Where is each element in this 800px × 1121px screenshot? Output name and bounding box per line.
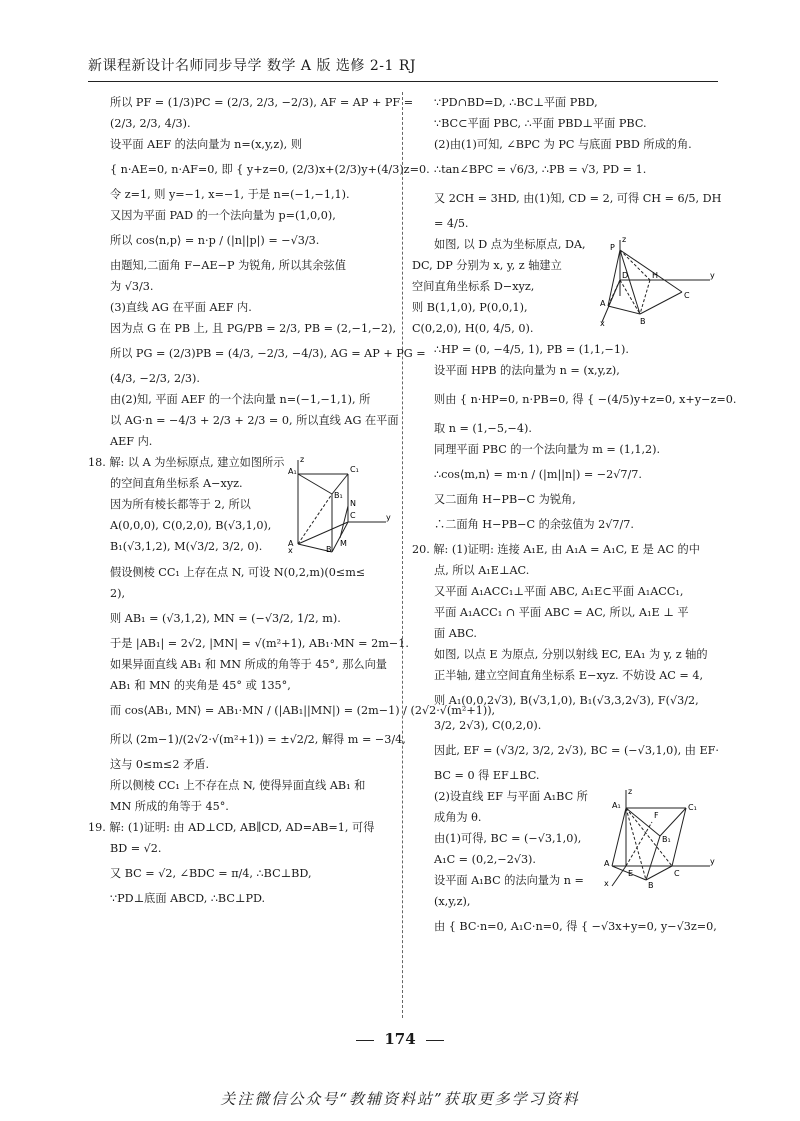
text-line: ∴cos⟨m,n⟩ = m·n / (|m||n|) = −2√7/7. bbox=[434, 468, 642, 481]
figure-label: H bbox=[652, 271, 659, 280]
text-line: ∵PD⊥底面 ABCD, ∴BC⊥PD. bbox=[110, 892, 266, 905]
page-number-dash bbox=[426, 1040, 444, 1041]
text-line: 2), bbox=[110, 587, 126, 600]
text-line: ∴二面角 H−PB−C 的余弦值为 2√7/7. bbox=[434, 518, 634, 531]
text-line: 因此, EF = (√3/2, 3/2, 2√3), BC = (−√3,1,0), 由 EF· bbox=[434, 744, 719, 757]
text-line: 由(2)知, 平面 AEF 的一个法向量 n=(−1,−1,1), 所 bbox=[110, 393, 371, 406]
text-line: 所以 (2m−1)/(2√2·√(m²+1)) = ±√2/2, 解得 m = −3/4, bbox=[110, 733, 406, 746]
figure-label: B bbox=[640, 317, 646, 326]
page-number-value: 174 bbox=[384, 1030, 416, 1048]
text-line: 又 BC = √2, ∠BDC = π/4, ∴BC⊥BD, bbox=[110, 867, 312, 880]
text-line: 则由 { n·HP=0, n·PB=0, 得 { −(4/5)y+z=0, x+y−z=0. bbox=[434, 393, 737, 406]
figure-label: A₁ bbox=[288, 467, 297, 476]
figure-label: B bbox=[326, 545, 332, 554]
text-line: B₁(√3,1,2), M(√3/2, 3/2, 0). bbox=[110, 540, 263, 553]
figure-label: B₁ bbox=[662, 835, 671, 844]
text-line: BD = √2. bbox=[110, 842, 162, 855]
text-line: 18. 解: 以 A 为坐标原点, 建立如图所示 bbox=[88, 456, 285, 469]
text-line: 因为点 G 在 PB 上, 且 PG/PB = 2/3, PB = (2,−1,−2), bbox=[110, 322, 397, 335]
text-line: DC, DP 分别为 x, y, z 轴建立 bbox=[412, 259, 562, 272]
text-line: 则 A₁(0,0,2√3), B(√3,1,0), B₁(√3,3,2√3), F(√3/2, bbox=[434, 694, 699, 707]
figure-label: C₁ bbox=[688, 803, 697, 812]
figure-label: y bbox=[386, 513, 391, 522]
figure-label: C₁ bbox=[350, 465, 359, 474]
text-line: (x,y,z), bbox=[434, 895, 471, 908]
text-line: 则 B(1,1,0), P(0,0,1), bbox=[412, 301, 528, 314]
text-line: 点, 所以 A₁E⊥AC. bbox=[434, 564, 530, 577]
text-line: 假设侧棱 CC₁ 上存在点 N, 可设 N(0,2,m)(0≤m≤ bbox=[110, 566, 366, 579]
figure-label: A bbox=[600, 299, 606, 308]
figure-label: z bbox=[300, 455, 305, 464]
text-line: ∴HP = (0, −4/5, 1), PB = (1,1,−1). bbox=[434, 343, 629, 356]
prism-diagram-18 bbox=[286, 454, 394, 554]
text-line: A₁C = (0,2,−2√3). bbox=[434, 853, 536, 866]
text-line: 19. 解: (1)证明: 由 AD⊥CD, AB∥CD, AD=AB=1, 可得 bbox=[88, 821, 375, 834]
figure-label: C bbox=[684, 291, 690, 300]
text-line: 如果异面直线 AB₁ 和 MN 所成的角等于 45°, 那么向量 bbox=[110, 658, 387, 671]
text-line: 如图, 以点 E 为原点, 分别以射线 EC, EA₁ 为 y, z 轴的 bbox=[434, 648, 708, 661]
text-line: 又平面 A₁ACC₁⊥平面 ABC, A₁E⊂平面 A₁ACC₁, bbox=[434, 585, 684, 598]
text-line: 所以 PG = (2/3)PB = (4/3, −2/3, −4/3), AG = AP + PG = bbox=[110, 347, 426, 360]
text-line: 又 2CH = 3HD, 由(1)知, CD = 2, 可得 CH = 6/5, DH bbox=[434, 192, 722, 205]
text-line: 由题知,二面角 F−AE−P 为锐角, 所以其余弦值 bbox=[110, 259, 346, 272]
column-divider bbox=[402, 92, 403, 1018]
figure-18 bbox=[286, 454, 394, 558]
text-line: 取 n = (1,−5,−4). bbox=[434, 422, 532, 435]
page-header: 新课程新设计名师同步导学 数学 A 版 选修 2-1 RJ bbox=[88, 58, 417, 74]
text-line: 面 ABC. bbox=[434, 627, 477, 640]
text-line: BC = 0 得 EF⊥BC. bbox=[434, 769, 540, 782]
text-line: 所以 PF = (1/3)PC = (2/3, 2/3, −2/3), AF = AP + PF = bbox=[110, 96, 414, 109]
text-line: 3/2, 2√3), C(0,2,0). bbox=[434, 719, 542, 732]
figure-label: D bbox=[622, 271, 629, 280]
text-line: 空间直角坐标系 D−xyz, bbox=[412, 280, 535, 293]
text-line: 20. 解: (1)证明: 连接 A₁E, 由 A₁A = A₁C, E 是 AC 的中 bbox=[412, 543, 700, 556]
text-line: = 4/5. bbox=[434, 217, 469, 230]
text-line: A(0,0,0), C(0,2,0), B(√3,1,0), bbox=[110, 519, 272, 532]
figure-label: N bbox=[350, 499, 356, 508]
text-line: 以 AG·n = −4/3 + 2/3 + 2/3 = 0, 所以直线 AG 在平面 bbox=[110, 414, 399, 427]
text-line: 而 cos⟨AB₁, MN⟩ = AB₁·MN / (|AB₁||MN|) = (2m−1) / (2√2·√(m²+1)), bbox=[110, 704, 496, 717]
text-line: 于是 |AB₁| = 2√2, |MN| = √(m²+1), AB₁·MN = 2m−1. bbox=[110, 637, 409, 650]
text-line: 则 AB₁ = (√3,1,2), MN = (−√3/2, 1/2, m). bbox=[110, 612, 341, 625]
text-line: MN 所成的角等于 45°. bbox=[110, 800, 229, 813]
figure-label: F bbox=[654, 811, 659, 820]
figure-label: B bbox=[648, 881, 654, 890]
figure-label: E bbox=[628, 869, 634, 878]
text-line: 正半轴, 建立空间直角坐标系 E−xyz. 不妨设 AC = 4, bbox=[434, 669, 704, 682]
page-number bbox=[0, 1030, 800, 1048]
pyramid-diagram-19 bbox=[600, 236, 718, 328]
text-line: 设平面 A₁BC 的法向量为 n = bbox=[434, 874, 584, 887]
figure-label: A bbox=[288, 539, 294, 548]
figure-label: x bbox=[288, 546, 293, 555]
figure-label: C bbox=[674, 869, 680, 878]
text-line: (3)直线 AG 在平面 AEF 内. bbox=[110, 301, 252, 314]
figure-19 bbox=[600, 236, 718, 332]
figure-label: z bbox=[622, 235, 627, 244]
text-line: 令 z=1, 则 y=−1, x=−1, 于是 n=(−1,−1,1). bbox=[110, 188, 350, 201]
figure-label: x bbox=[600, 319, 605, 328]
figure-label: C bbox=[350, 511, 356, 520]
text-line: C(0,2,0), H(0, 4/5, 0). bbox=[412, 322, 534, 335]
text-line: 又因为平面 PAD 的一个法向量为 p=(1,0,0), bbox=[110, 209, 336, 222]
text-line: 设平面 AEF 的法向量为 n=(x,y,z), 则 bbox=[110, 138, 302, 151]
prism-diagram-20 bbox=[602, 788, 718, 888]
text-line: 所以 cos⟨n,p⟩ = n·p / (|n||p|) = −√3/3. bbox=[110, 234, 320, 247]
text-line: AB₁ 和 MN 的夹角是 45° 或 135°, bbox=[110, 679, 291, 692]
text-line: 由 { BC·n=0, A₁C·n=0, 得 { −√3x+y=0, y−√3z=0, bbox=[434, 920, 717, 933]
text-line: (2)设直线 EF 与平面 A₁BC 所 bbox=[434, 790, 588, 803]
figure-label: A bbox=[604, 859, 610, 868]
figure-label: B₁ bbox=[334, 491, 343, 500]
header-rule bbox=[88, 81, 718, 82]
text-line: 这与 0≤m≤2 矛盾. bbox=[110, 758, 210, 771]
right-column bbox=[412, 92, 737, 941]
text-line: 设平面 HPB 的法向量为 n = (x,y,z), bbox=[434, 364, 620, 377]
text-line: (2)由(1)可知, ∠BPC 为 PC 与底面 PBD 所成的角. bbox=[434, 138, 692, 151]
figure-label: M bbox=[340, 539, 347, 548]
text-line: 成角为 θ. bbox=[434, 811, 482, 824]
figure-label: z bbox=[628, 787, 633, 796]
footer-note: 关注微信公众号“教辅资料站”获取更多学习资料 bbox=[220, 1090, 580, 1108]
text-line: 如图, 以 D 点为坐标原点, DA, bbox=[434, 238, 586, 251]
text-line: 因为所有棱长都等于 2, 所以 bbox=[110, 498, 251, 511]
text-line: 同理平面 PBC 的一个法向量为 m = (1,1,2). bbox=[434, 443, 661, 456]
page-number-dash bbox=[356, 1040, 374, 1041]
text-line: (4/3, −2/3, 2/3). bbox=[110, 372, 200, 385]
text-line: 又二面角 H−PB−C 为锐角, bbox=[434, 493, 576, 506]
text-line: 的空间直角坐标系 A−xyz. bbox=[110, 477, 243, 490]
figure-label: y bbox=[710, 857, 715, 866]
text-line: (2/3, 2/3, 4/3). bbox=[110, 117, 191, 130]
text-line: ∴tan∠BPC = √6/3, ∴PB = √3, PD = 1. bbox=[434, 163, 647, 176]
figure-label: P bbox=[610, 243, 615, 252]
text-line: 平面 A₁ACC₁ ∩ 平面 ABC = AC, 所以, A₁E ⊥ 平 bbox=[434, 606, 689, 619]
text-line: 由(1)可得, BC = (−√3,1,0), bbox=[434, 832, 582, 845]
figure-label: x bbox=[604, 879, 609, 888]
text-line: ∵PD∩BD=D, ∴BC⊥平面 PBD, bbox=[434, 96, 598, 109]
text-line: 所以侧棱 CC₁ 上不存在点 N, 使得异面直线 AB₁ 和 bbox=[110, 779, 366, 792]
figure-20 bbox=[602, 788, 718, 892]
figure-label: A₁ bbox=[612, 801, 621, 810]
figure-label: y bbox=[710, 271, 715, 280]
text-line: ∵BC⊂平面 PBC, ∴平面 PBD⊥平面 PBC. bbox=[434, 117, 647, 130]
text-line: 为 √3/3. bbox=[110, 280, 154, 293]
text-line: AEF 内. bbox=[110, 435, 153, 448]
text-line: { n·AE=0, n·AF=0, 即 { y+z=0, (2/3)x+(2/3)y+(4/3)z=0. bbox=[110, 163, 430, 176]
